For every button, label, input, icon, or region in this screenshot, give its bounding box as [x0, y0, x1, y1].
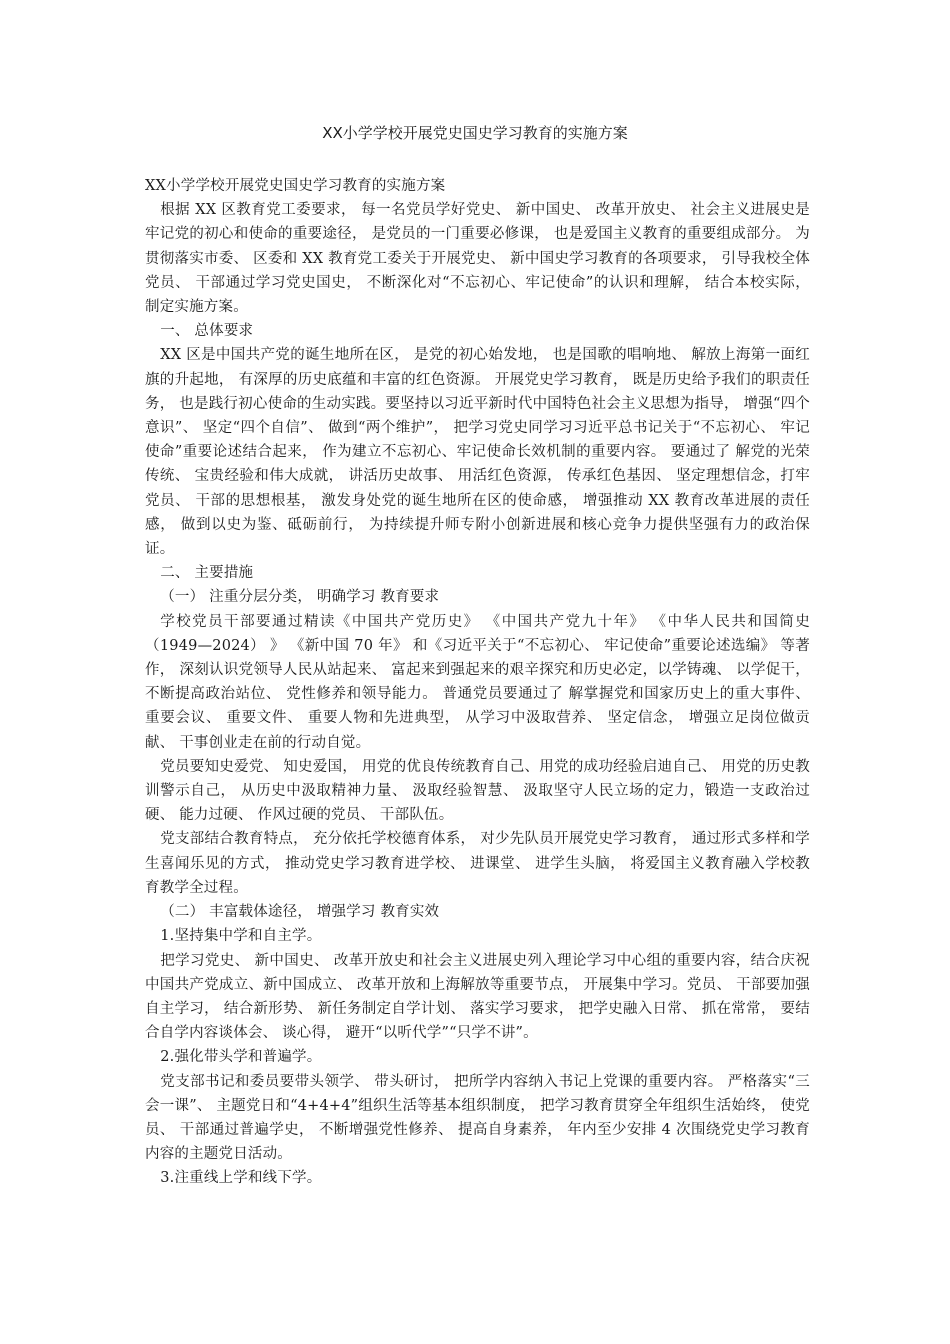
- paragraph-party-members: 党员要知史爱党、 知史爱国， 用党的优良传统教育自己、用党的成功经验启迪自己、 用党的历史教训警示自己， 从历史中汲取精神力量、 汲取经验智慧、 汲取坚守人民立场的定力，锻造一支政治过硬、 能力过硬、 作风过硬的党员、 干部队伍。: [145, 758, 810, 824]
- list-item-heading-2: 2.强化带头学和普遍学。: [160, 1049, 322, 1066]
- paragraph-subtitle: XX小学学校开展党史国史学习教育的实施方案: [145, 178, 446, 194]
- paragraph-intro: 根据 XX 区教育党工委要求， 每一名党员学好党史、 新中国史、 改革开放史、 社会主义进展史是牢记党的初心和使命的重要途径， 是党员的一门重要必修课， 也是爱国主义教育的重要组成部分。 为贯彻落实市委、 区委和 XX 教育党工委关于开展党史、 新中国史学习教育的各项要求， 引导我校全体党员、 干部通过学习党史国史， 不断深化对“不忘初心、牢记使命”的认识和理解， 结合本校实际， 制定实施方案。: [145, 202, 810, 316]
- subsection-heading-1: （一） 注重分层分类， 明确学习 教育要求: [160, 589, 440, 606]
- paragraph-leading-study: 党支部书记和委员要带头领学、 带头研讨， 把所学内容纳入书记上党课的重要内容。 严格落实“三会一课”、 主题党日和“4+4+4”组织生活等基本组织制度， 把学习教育贯穿全年组织生活始终， 使党员、 干部通过普遍学史， 不断增强党性修养、 提高自身素养， 年内至少安排 4 次围绕党史学习教育内容的主题党日活动。: [145, 1073, 810, 1163]
- section-heading-1: 一、 总体要求: [160, 323, 254, 340]
- list-item-heading-3: 3.注重线上学和线下学。: [160, 1170, 322, 1187]
- list-item-heading-1: 1.坚持集中学和自主学。: [160, 928, 322, 945]
- paragraph-centralized-study: 把学习党史、 新中国史、 改革开放史和社会主义进展史列入理论学习中心组的重要内容，结合庆祝中国共产党成立、新中国成立、 改革开放和上海解放等重要节点， 开展集中学习。党员、 干部要加强自主学习， 结合新形势、 新任务制定自学计划、 落实学习要求， 把学史融入日常、 抓在常常， 要结合自学内容谈体会、 谈心得， 避开“以听代学”“只学不讲”。: [145, 952, 810, 1042]
- document-body: [145, 174, 810, 1191]
- paragraph-cadre-study: 学校党员干部要通过精读《中国共产党历史》 《中国共产党九十年》 《中华人民共和国简史（1949—2024） 》 《新中国 70 年》 和《习近平关于“不忘初心、 牢记使命”重要论述选编》 等著作， 深刻认识党领导人民从站起来、 富起来到强起来的艰辛探究和历史必定，以学铸魂、 以学促干， 不断提高政治站位、 党性修养和领导能力。 普通党员要通过了 解掌握党和国家历史上的重大事件、 重要会议、 重要文件、 重要人物和先进典型， 从学习中汲取营养、 坚定信念， 增强立足岗位做贡献、 干事创业走在前的行动自觉。: [145, 613, 810, 751]
- paragraph-branch-education: 党支部结合教育特点， 充分依托学校德育体系， 对少先队员开展党史学习教育， 通过形式多样和学生喜闻乐见的方式， 推动党史学习教育进学校、 进课堂、 进学生头脑， 将爱国主义教育融入学校教育教学全过程。: [145, 831, 810, 896]
- subsection-heading-2: （二） 丰富载体途径， 增强学习 教育实效: [160, 904, 440, 921]
- paragraph-overall-requirements: XX 区是中国共产党的诞生地所在区， 是党的初心始发地， 也是国歌的唱响地、 解放上海第一面红旗的升起地， 有深厚的历史底蕴和丰富的红色资源。 开展党史学习教育， 既是历史给予我们的职责任务， 也是践行初心使命的生动实践。要坚持以习近平新时代中国特色社会主义思想为指导， 增强“四个意识”、 坚定“四个自信”、 做到“两个维护”， 把学习党史同学习习近平总书记关于“不忘初心、 牢记使命”重要论述结合起来， 作为建立不忘初心、牢记使命长效机制的重要内容。 要通过了 解党的光荣传统、 宝贵经验和伟大成就， 讲活历史故事、 用活红色资源， 传承红色基因、 坚定理想信念，打牢党员、 干部的思想根基， 激发身处党的诞生地所在区的使命感， 增强推动 XX 教育改革进展的责任感， 做到以史为鉴、砥砺前行， 为持续提升师专附小创新进展和核心竞争力提供坚强有力的政治保证。: [145, 347, 810, 558]
- section-heading-2: 二、 主要措施: [160, 565, 254, 582]
- document-title: XX小学学校开展党史国史学习教育的实施方案: [322, 124, 628, 142]
